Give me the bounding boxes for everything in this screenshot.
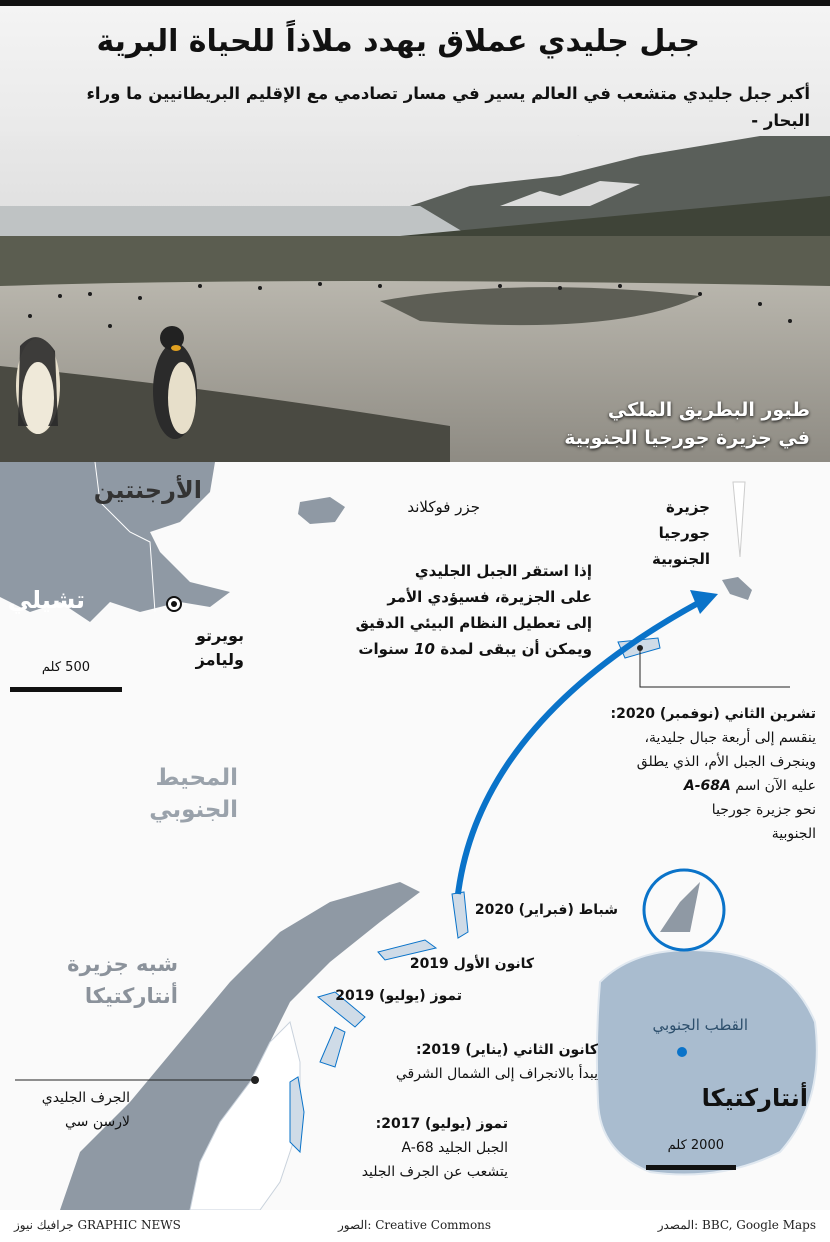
larsen-marker xyxy=(251,1076,259,1084)
page-title: جبل جليدي عملاق يهدد ملاذاً للحياة البرية xyxy=(96,24,700,59)
subtitle-line-1: أكبر جبل جليدي متشعب في العالم يسير في مسار تصادمي مع الإقليم البريطانيين ما وراء البحار - xyxy=(86,84,810,130)
warning-line-1: إذا استقر الجبل الجليدي xyxy=(414,562,592,580)
label-scale-main: 500 كلم xyxy=(41,660,90,675)
label-falklands: جزر فوكلاند xyxy=(407,498,480,516)
nov2020-line-1: ينقسم إلى أربعة جبال جليدية، xyxy=(644,730,816,746)
label-dec2019: كانون الأول 2019 xyxy=(409,956,534,972)
sg-line-3: الجنوبية xyxy=(652,550,710,568)
caption-line-1: طيور البطريق الملكي xyxy=(607,399,810,421)
footer-source: المصدر: BBC, Google Maps xyxy=(657,1218,816,1232)
label-jan2019 xyxy=(396,1038,598,1086)
nov2020-line-3b: A-68A xyxy=(683,778,731,794)
warning-number: 10 xyxy=(414,640,435,658)
peninsula-line-1: شبه جزيرة xyxy=(67,952,178,976)
jul2017-line-2: يتشعب عن الجرف الجليد xyxy=(361,1164,508,1180)
label-southern-ocean xyxy=(149,762,238,826)
footer xyxy=(0,1210,830,1242)
nov2020-line-4: نحو جزيرة جورجيا xyxy=(711,802,816,818)
jul2017-line-1: الجبل الجليد A-68 xyxy=(401,1140,508,1156)
larsen-line-1: الجرف الجليدي xyxy=(41,1090,130,1106)
penguin-photo xyxy=(0,136,830,462)
label-feb2020: شباط (فبراير) 2020 xyxy=(474,902,618,918)
warning-text xyxy=(356,558,592,662)
warning-line-4 xyxy=(356,636,592,662)
label-antarctica: أنتاركتيكا xyxy=(701,1084,808,1112)
nov2020-note xyxy=(610,702,816,846)
jan2019-desc: يبدأ بالانجراف إلى الشمال الشرقي xyxy=(395,1066,598,1082)
sg-line-1: جزيرة xyxy=(666,498,710,516)
label-south-georgia xyxy=(652,494,710,572)
warning-line-4a: ويمكن أن يبقى لمدة xyxy=(440,640,592,658)
nov2020-title: تشرين الثاني (نوفمبر) 2020: xyxy=(610,706,816,722)
sg-line-2: جورجيا xyxy=(658,524,710,542)
ocean-line-1: المحيط xyxy=(155,765,238,791)
warning-line-4b: سنوات xyxy=(358,640,409,658)
larsen-line-2: لارسن سي xyxy=(65,1114,130,1130)
scale-bar-main xyxy=(10,687,122,692)
jul2017-title: تموز (يوليو) 2017: xyxy=(375,1116,508,1132)
warning-line-2: على الجزيرة، فسيؤدي الأمر xyxy=(387,588,592,606)
south-pole-marker xyxy=(677,1047,687,1057)
footer-photos: الصور: Creative Commons xyxy=(338,1218,492,1232)
peninsula-line-2: أنتاركتيكا xyxy=(84,984,178,1008)
label-scale-inset: 2000 كلم xyxy=(667,1138,724,1153)
ocean-line-2: الجنوبي xyxy=(149,797,238,823)
puerto-williams-dot xyxy=(171,601,177,607)
label-south-pole: القطب الجنوبي xyxy=(652,1016,748,1034)
warning-line-3: إلى تعطيل النظام البيئي الدقيق xyxy=(355,614,592,632)
nov2020-line-5: الجنوبية xyxy=(771,826,816,842)
label-puerto-williams xyxy=(196,624,244,672)
puerto-line-1: بويرتو xyxy=(195,626,244,645)
label-argentina: الأرجنتين xyxy=(93,476,202,504)
label-chile: تشيلي xyxy=(7,586,85,614)
jan2019-title: كانون الثاني (يناير) 2019: xyxy=(415,1042,598,1058)
nov2020-marker xyxy=(637,645,643,651)
photo-caption xyxy=(564,396,810,452)
label-larsen xyxy=(42,1086,130,1134)
footer-brand: جرافيك نيوز GRAPHIC NEWS xyxy=(14,1218,181,1232)
caption-line-2: في جزيرة جورجيا الجنوبية xyxy=(564,427,810,449)
header xyxy=(0,6,830,136)
label-peninsula xyxy=(67,948,178,1012)
drift-map xyxy=(0,462,830,1210)
label-jul2019: تموز (يوليو) 2019 xyxy=(335,988,462,1004)
nov2020-line-3 xyxy=(610,774,816,798)
nov2020-line-2: وينجرف الجبل الأم، الذي يطلق xyxy=(636,754,816,770)
scale-bar-inset xyxy=(646,1165,736,1170)
puerto-line-2: وليامز xyxy=(195,650,244,669)
nov2020-line-3a: عليه الآن اسم xyxy=(735,778,816,794)
label-jul2017 xyxy=(362,1112,508,1184)
